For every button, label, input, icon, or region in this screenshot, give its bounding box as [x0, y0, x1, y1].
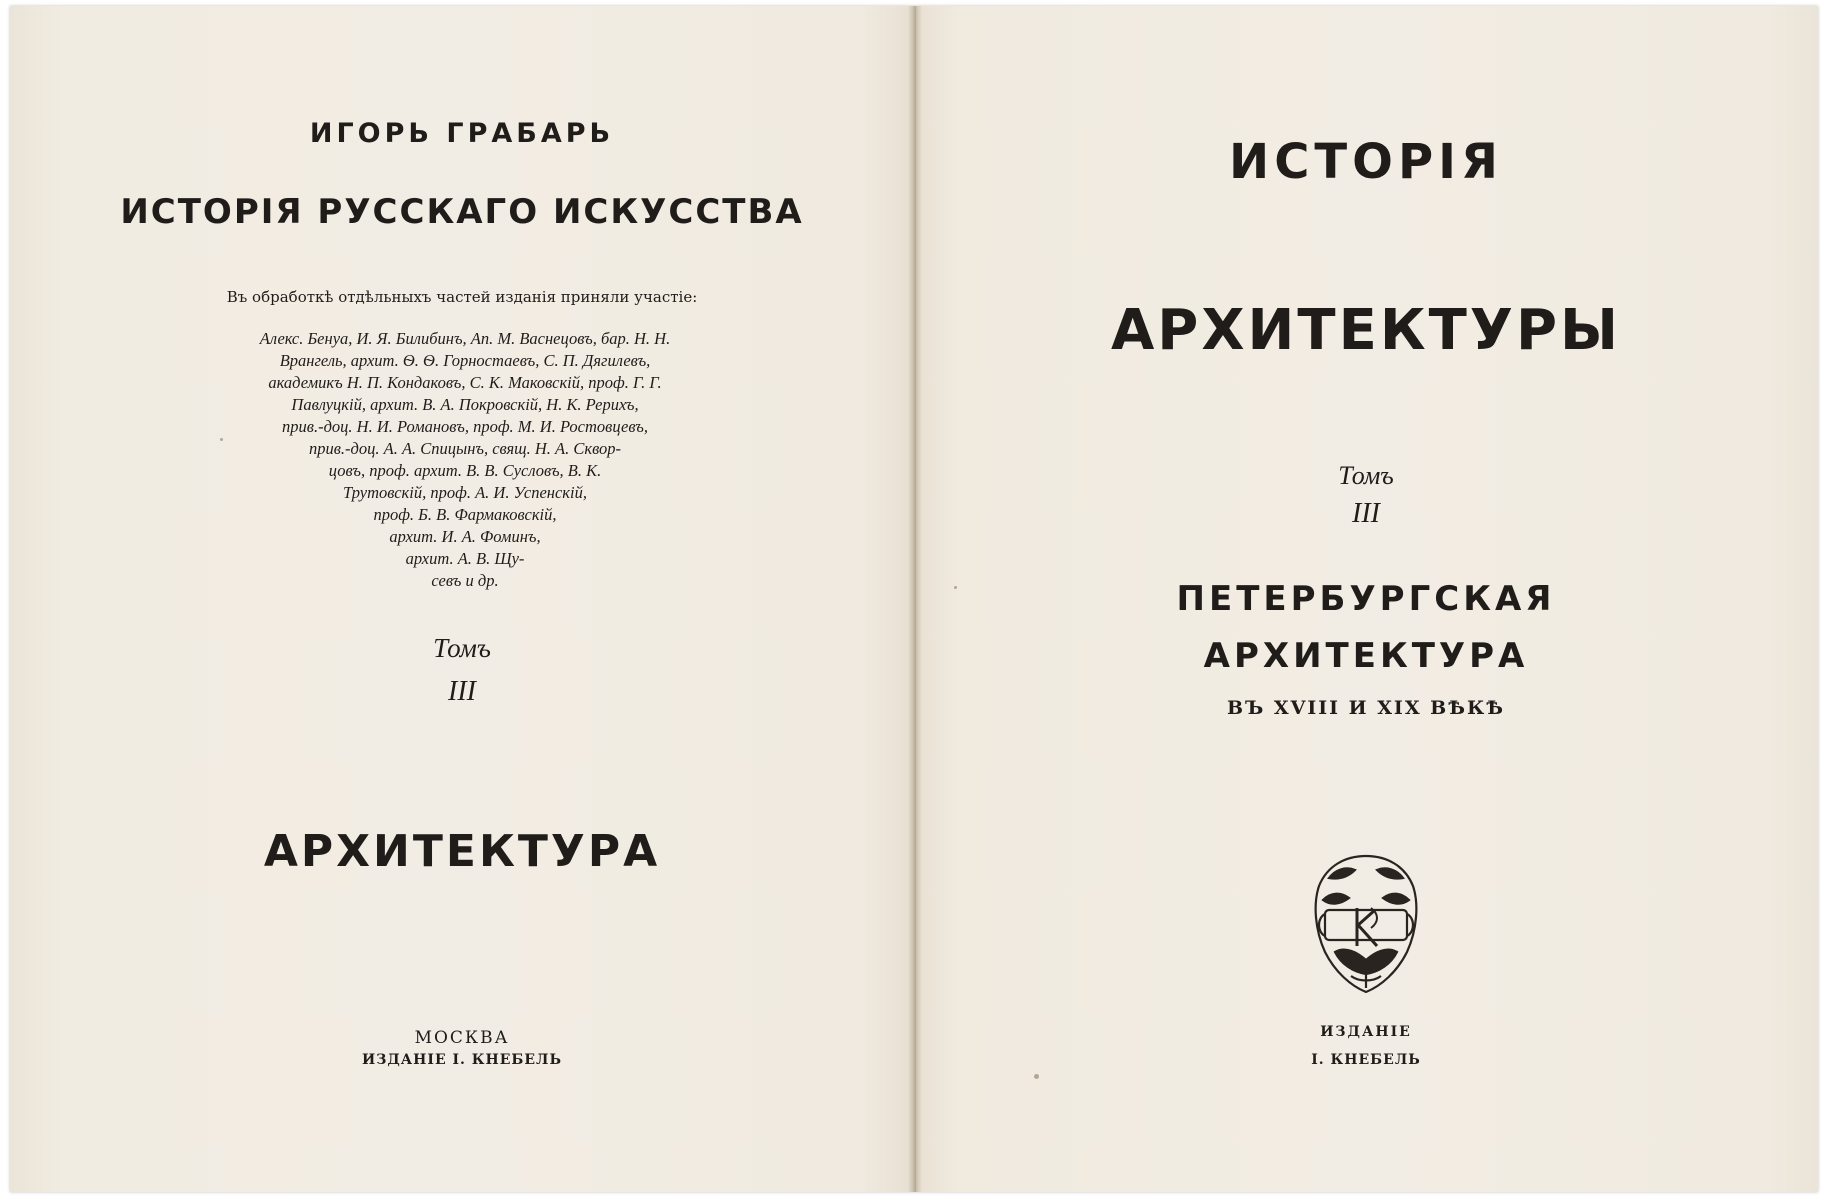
section-title: АРХИТЕКТУРА [263, 826, 661, 877]
author-name: ИГОРЬ ГРАБАРЬ [309, 118, 615, 149]
publisher-line2: І. КНЕБЕЛЬ [1311, 1052, 1421, 1068]
paper-speck [1034, 1074, 1039, 1079]
contributors-intro: Въ обработкѣ отдѣльныхъ частей изданія приняли участіе: [226, 288, 698, 306]
contributors-line: севъ и др. [431, 571, 499, 590]
main-title-line2: АРХИТЕКТУРЫ [1110, 298, 1622, 363]
contributors-line: Врангель, архит. Ѳ. Ѳ. Горностаевъ, С. П. Дягилевъ, [279, 351, 651, 370]
contributors-line: архит. И. А. Фоминъ, [389, 527, 541, 546]
paper-speck [220, 438, 223, 441]
subtitle-line2: АРХИТЕКТУРА [1203, 636, 1529, 676]
contributors-line: Трутовскій, проф. А. И. Успенскій, [343, 483, 587, 502]
contributors-line: прив.-доц. А. А. Спицынъ, свящ. Н. А. Сквор- [308, 439, 622, 458]
subtitle-line1: ПЕТЕРБУРГСКАЯ [1176, 579, 1556, 619]
subtitle-line3: ВЪ XVIII И XIX ВѢКѢ [1227, 697, 1505, 719]
volume-number: III [1352, 498, 1380, 529]
volume-label: Томъ [433, 633, 491, 663]
main-title-line1: ИСТОРІЯ [1229, 134, 1503, 190]
contributors-line: Павлуцкій, архит. В. А. Покровскій, Н. К. Рерихъ, [291, 395, 639, 414]
book-gutter [908, 6, 922, 1192]
book-spread [10, 6, 1818, 1192]
paper-speck [954, 586, 957, 589]
left-page [10, 6, 914, 1192]
publisher-line: ИЗДАНІЕ І. КНЕБЕЛЬ [362, 1052, 562, 1068]
contributors-line: архит. А. В. Щу- [405, 549, 525, 568]
right-page [914, 6, 1818, 1192]
contributors-line: цовъ, проф. архит. В. В. Сусловъ, В. К. [328, 461, 602, 480]
contributors-line: проф. Б. В. Фармаковскій, [373, 505, 557, 524]
publisher-line1: ИЗДАНІЕ [1320, 1024, 1412, 1040]
contributors-line: академикъ Н. П. Кондаковъ, С. К. Маковскій, проф. Г. Г. [268, 373, 662, 392]
publisher-monogram-emblem-icon [1305, 848, 1427, 998]
contributors-list [220, 328, 710, 592]
series-title: ИСТОРІЯ РУССКАГО ИСКУССТВА [120, 192, 804, 232]
contributors-line: прив.-доц. Н. И. Романовъ, проф. М. И. Ростовцевъ, [282, 417, 648, 436]
volume-label: Томъ [1338, 461, 1394, 490]
volume-number: III [448, 676, 476, 707]
publication-city: МОСКВА [414, 1028, 510, 1048]
contributors-line: Алекс. Бенуа, И. Я. Билибинъ, Ап. М. Васнецовъ, бар. Н. Н. [259, 329, 671, 348]
